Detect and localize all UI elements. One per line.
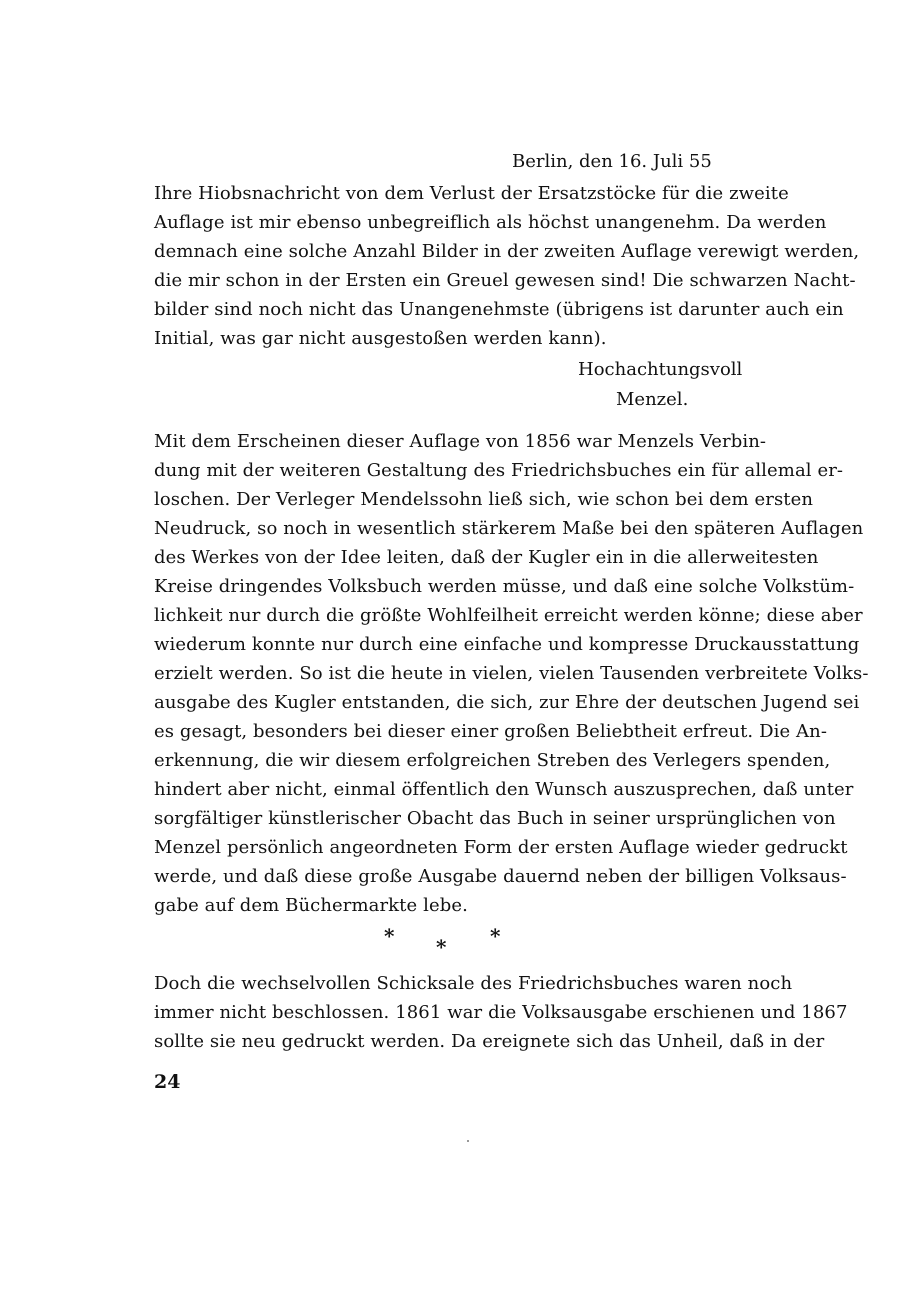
paragraph-line: loschen. Der Verleger Mendelssohn ließ sich, wie schon bei dem ersten bbox=[154, 489, 814, 510]
letter-line: die mir schon in der Ersten ein Greuel gewesen sind! Die schwarzen Nacht- bbox=[154, 270, 856, 291]
paragraph-line: erzielt werden. So ist die heute in vielen, vielen Tausenden verbreitete Volks- bbox=[154, 663, 869, 684]
paragraph-line: Mit dem Erscheinen dieser Auflage von 1856 war Menzels Verbin- bbox=[154, 431, 767, 452]
letter-signature: Menzel. bbox=[616, 389, 689, 410]
paragraph-line: Kreise dringendes Volksbuch werden müsse, und daß eine solche Volkstüm- bbox=[154, 576, 855, 597]
separator-asterisk: * bbox=[384, 924, 395, 948]
paragraph-line: lichkeit nur durch die größte Wohlfeilheit erreicht werden könne; diese aber bbox=[154, 605, 863, 626]
paragraph-line: Menzel persönlich angeordneten Form der ersten Auflage wieder gedruckt bbox=[154, 837, 848, 858]
paragraph-line: es gesagt, besonders bei dieser einer großen Beliebtheit erfreut. Die An- bbox=[154, 721, 828, 742]
paragraph-line: Neudruck, so noch in wesentlich stärkerem Maße bei den späteren Auflagen bbox=[154, 518, 864, 539]
paragraph-line: wiederum konnte nur durch eine einfache und kompresse Druckausstattung bbox=[154, 634, 860, 655]
separator-asterisk: * bbox=[490, 924, 501, 948]
paragraph-line: immer nicht beschlossen. 1861 war die Volksausgabe erschienen und 1867 bbox=[154, 1002, 848, 1023]
paragraph-line: des Werkes von der Idee leiten, daß der Kugler ein in die allerweitesten bbox=[154, 547, 819, 568]
letter-line: Auflage ist mir ebenso unbegreiflich als höchst unangenehm. Da werden bbox=[154, 212, 827, 233]
letter-line: Initial, was gar nicht ausgestoßen werden kann). bbox=[154, 328, 607, 349]
paragraph-line: dung mit der weiteren Gestaltung des Friedrichsbuches ein für allemal er- bbox=[154, 460, 844, 481]
letter-closing: Hochachtungsvoll bbox=[578, 359, 743, 380]
page-number: 24 bbox=[154, 1071, 181, 1093]
paragraph-line: hindert aber nicht, einmal öffentlich den Wunsch auszusprechen, daß unter bbox=[154, 779, 854, 800]
letter-line: Ihre Hiobsnachricht von dem Verlust der Ersatzstöcke für die zweite bbox=[154, 183, 789, 204]
paragraph-line: werde, und daß diese große Ausgabe dauernd neben der billigen Volksaus- bbox=[154, 866, 847, 887]
paragraph-line: sollte sie neu gedruckt werden. Da ereignete sich das Unheil, daß in der bbox=[154, 1031, 825, 1052]
letter-dateline: Berlin, den 16. Juli 55 bbox=[512, 151, 712, 172]
paragraph-line: ausgabe des Kugler entstanden, die sich, zur Ehre der deutschen Jugend sei bbox=[154, 692, 860, 713]
paper-speck bbox=[467, 1140, 469, 1142]
paragraph-line: gabe auf dem Büchermarkte lebe. bbox=[154, 895, 468, 916]
separator-asterisk: * bbox=[436, 935, 447, 959]
paragraph-line: sorgfältiger künstlerischer Obacht das Buch in seiner ursprünglichen von bbox=[154, 808, 836, 829]
letter-line: demnach eine solche Anzahl Bilder in der zweiten Auflage verewigt werden, bbox=[154, 241, 860, 262]
paragraph-line: erkennung, die wir diesem erfolgreichen Streben des Verlegers spenden, bbox=[154, 750, 831, 771]
paragraph-line: Doch die wechselvollen Schicksale des Friedrichsbuches waren noch bbox=[154, 973, 793, 994]
letter-line: bilder sind noch nicht das Unangenehmste (übrigens ist darunter auch ein bbox=[154, 299, 844, 320]
